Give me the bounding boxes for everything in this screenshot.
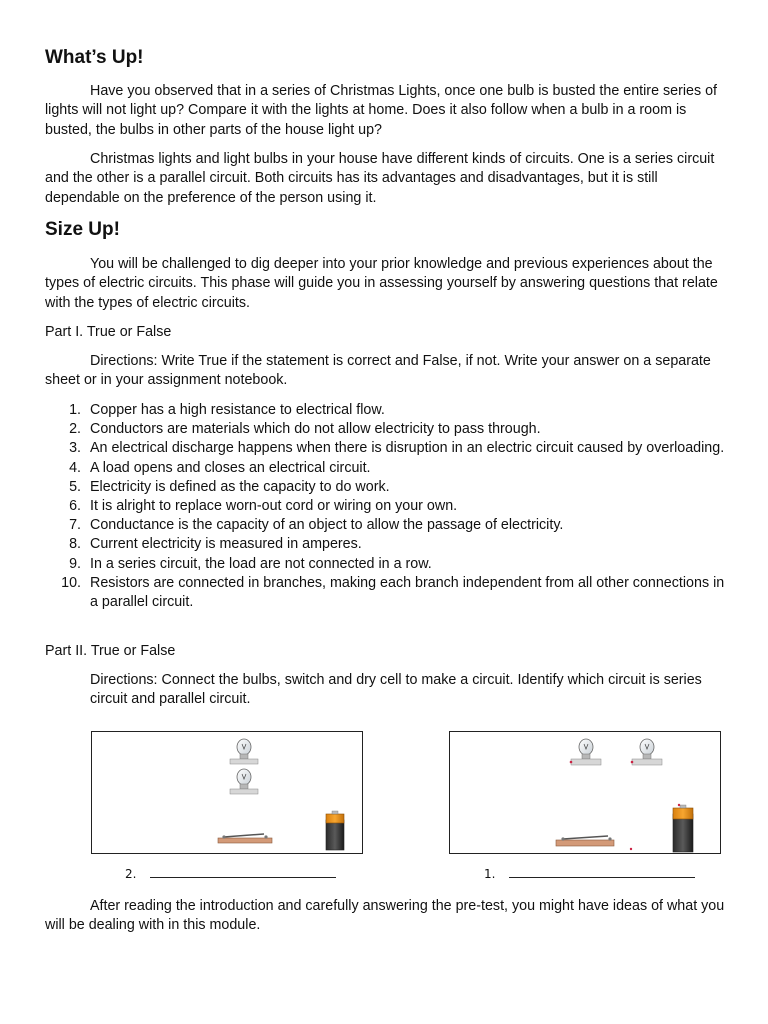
- size-up-paragraph: You will be challenged to dig deeper into your prior knowledge and previous experiences about the types of electric circuits. This phase will guide you in assessing yourself by answering questions that relate with the types of electric circuits.: [45, 256, 718, 311]
- part2-title: Part II. True or False: [45, 643, 176, 659]
- question-item: [45, 555, 735, 574]
- answer-blank[interactable]: [150, 865, 336, 878]
- circuit-box-left: [91, 731, 363, 854]
- question-number: 5.: [69, 478, 81, 495]
- question-text: Conductors are materials which do not allow electricity to pass through.: [90, 421, 541, 438]
- question-item: [45, 574, 735, 612]
- question-item: [45, 516, 735, 535]
- answer-line-right: [484, 865, 695, 881]
- whats-up-paragraph-2: Christmas lights and light bulbs in your house have different kinds of circuits. One is a series circuit and the other is a parallel circuit. Both circuits has its advantages and disadvantages, but it is still dependable on the preference of the person using it.: [45, 151, 715, 206]
- answer-blank[interactable]: [509, 865, 695, 878]
- circuit-parts-right: [450, 732, 720, 853]
- part1-title: Part I. True or False: [45, 324, 172, 340]
- question-text: Conductance is the capacity of an object to allow the passage of electricity.: [90, 517, 564, 534]
- question-item: [45, 401, 735, 420]
- bulb-icon: [631, 739, 662, 765]
- question-text: An electrical discharge happens when there is disruption in an electric circuit caused by overloading.: [90, 440, 725, 457]
- battery-icon: [326, 811, 344, 850]
- whats-up-heading: What’s Up!: [45, 47, 144, 68]
- question-number: 4.: [69, 459, 81, 476]
- answer-number: 2.: [125, 867, 137, 881]
- question-number: 8.: [69, 536, 81, 553]
- part2-directions: Directions: Connect the bulbs, switch and dry cell to make a circuit. Identify which circuit is series circuit and parallel circuit.: [90, 672, 702, 708]
- question-number: 1.: [69, 402, 81, 418]
- size-up-heading: Size Up!: [45, 219, 120, 240]
- question-number: 9.: [69, 555, 81, 572]
- question-item: [45, 497, 735, 516]
- bulb-icon: [230, 769, 258, 794]
- whats-up-paragraph-1: Have you observed that in a series of Christmas Lights, once one bulb is busted the entire series of lights will not light up? Compare it with the lights at home. Does it also follow when a bulb in a room is busted, the bulbs in other parts of the house light up?: [45, 83, 718, 138]
- question-text: In a series circuit, the load are not connected in a row.: [90, 555, 432, 572]
- question-item: [45, 420, 735, 439]
- part1-directions: Directions: Write True if the statement is correct and False, if not. Write your answer on a separate sheet or in your assignment notebook.: [45, 353, 711, 389]
- question-text: It is alright to replace worn-out cord or wiring on your own.: [90, 498, 458, 515]
- question-text: Electricity is defined as the capacity to do work.: [90, 478, 390, 495]
- question-number: 2.: [69, 421, 81, 438]
- question-number: 10.: [61, 574, 81, 591]
- circuit-parts-left: [92, 732, 362, 853]
- bulb-icon: [570, 739, 601, 765]
- question-text: A load opens and closes an electrical circuit.: [90, 459, 371, 476]
- question-number: 7.: [69, 517, 81, 534]
- question-number: 6.: [69, 498, 81, 515]
- question-item: [45, 478, 735, 497]
- question-number: 3.: [69, 440, 81, 457]
- part1-question-list: [45, 401, 735, 612]
- question-item: [45, 535, 735, 554]
- question-text: Current electricity is measured in amperes.: [90, 536, 362, 553]
- bulb-icon: [230, 739, 258, 764]
- terminal-dot: [630, 848, 632, 850]
- question-item: [45, 459, 735, 478]
- answer-number: 1.: [484, 867, 496, 881]
- question-text: Resistors are connected in branches, making each branch independent from all other connections in a parallel circuit.: [90, 574, 725, 611]
- answer-line-left: [125, 865, 336, 881]
- circuit-box-right: [449, 731, 721, 854]
- question-item: [45, 439, 735, 458]
- knife-switch-icon: [556, 836, 614, 846]
- knife-switch-icon: [218, 834, 272, 843]
- closing-paragraph: After reading the introduction and carefully answering the pre-test, you might have ideas of what you will be dealing with in this module.: [45, 898, 725, 934]
- battery-icon: [673, 804, 693, 852]
- question-text: Copper has a high resistance to electrical flow.: [90, 402, 385, 418]
